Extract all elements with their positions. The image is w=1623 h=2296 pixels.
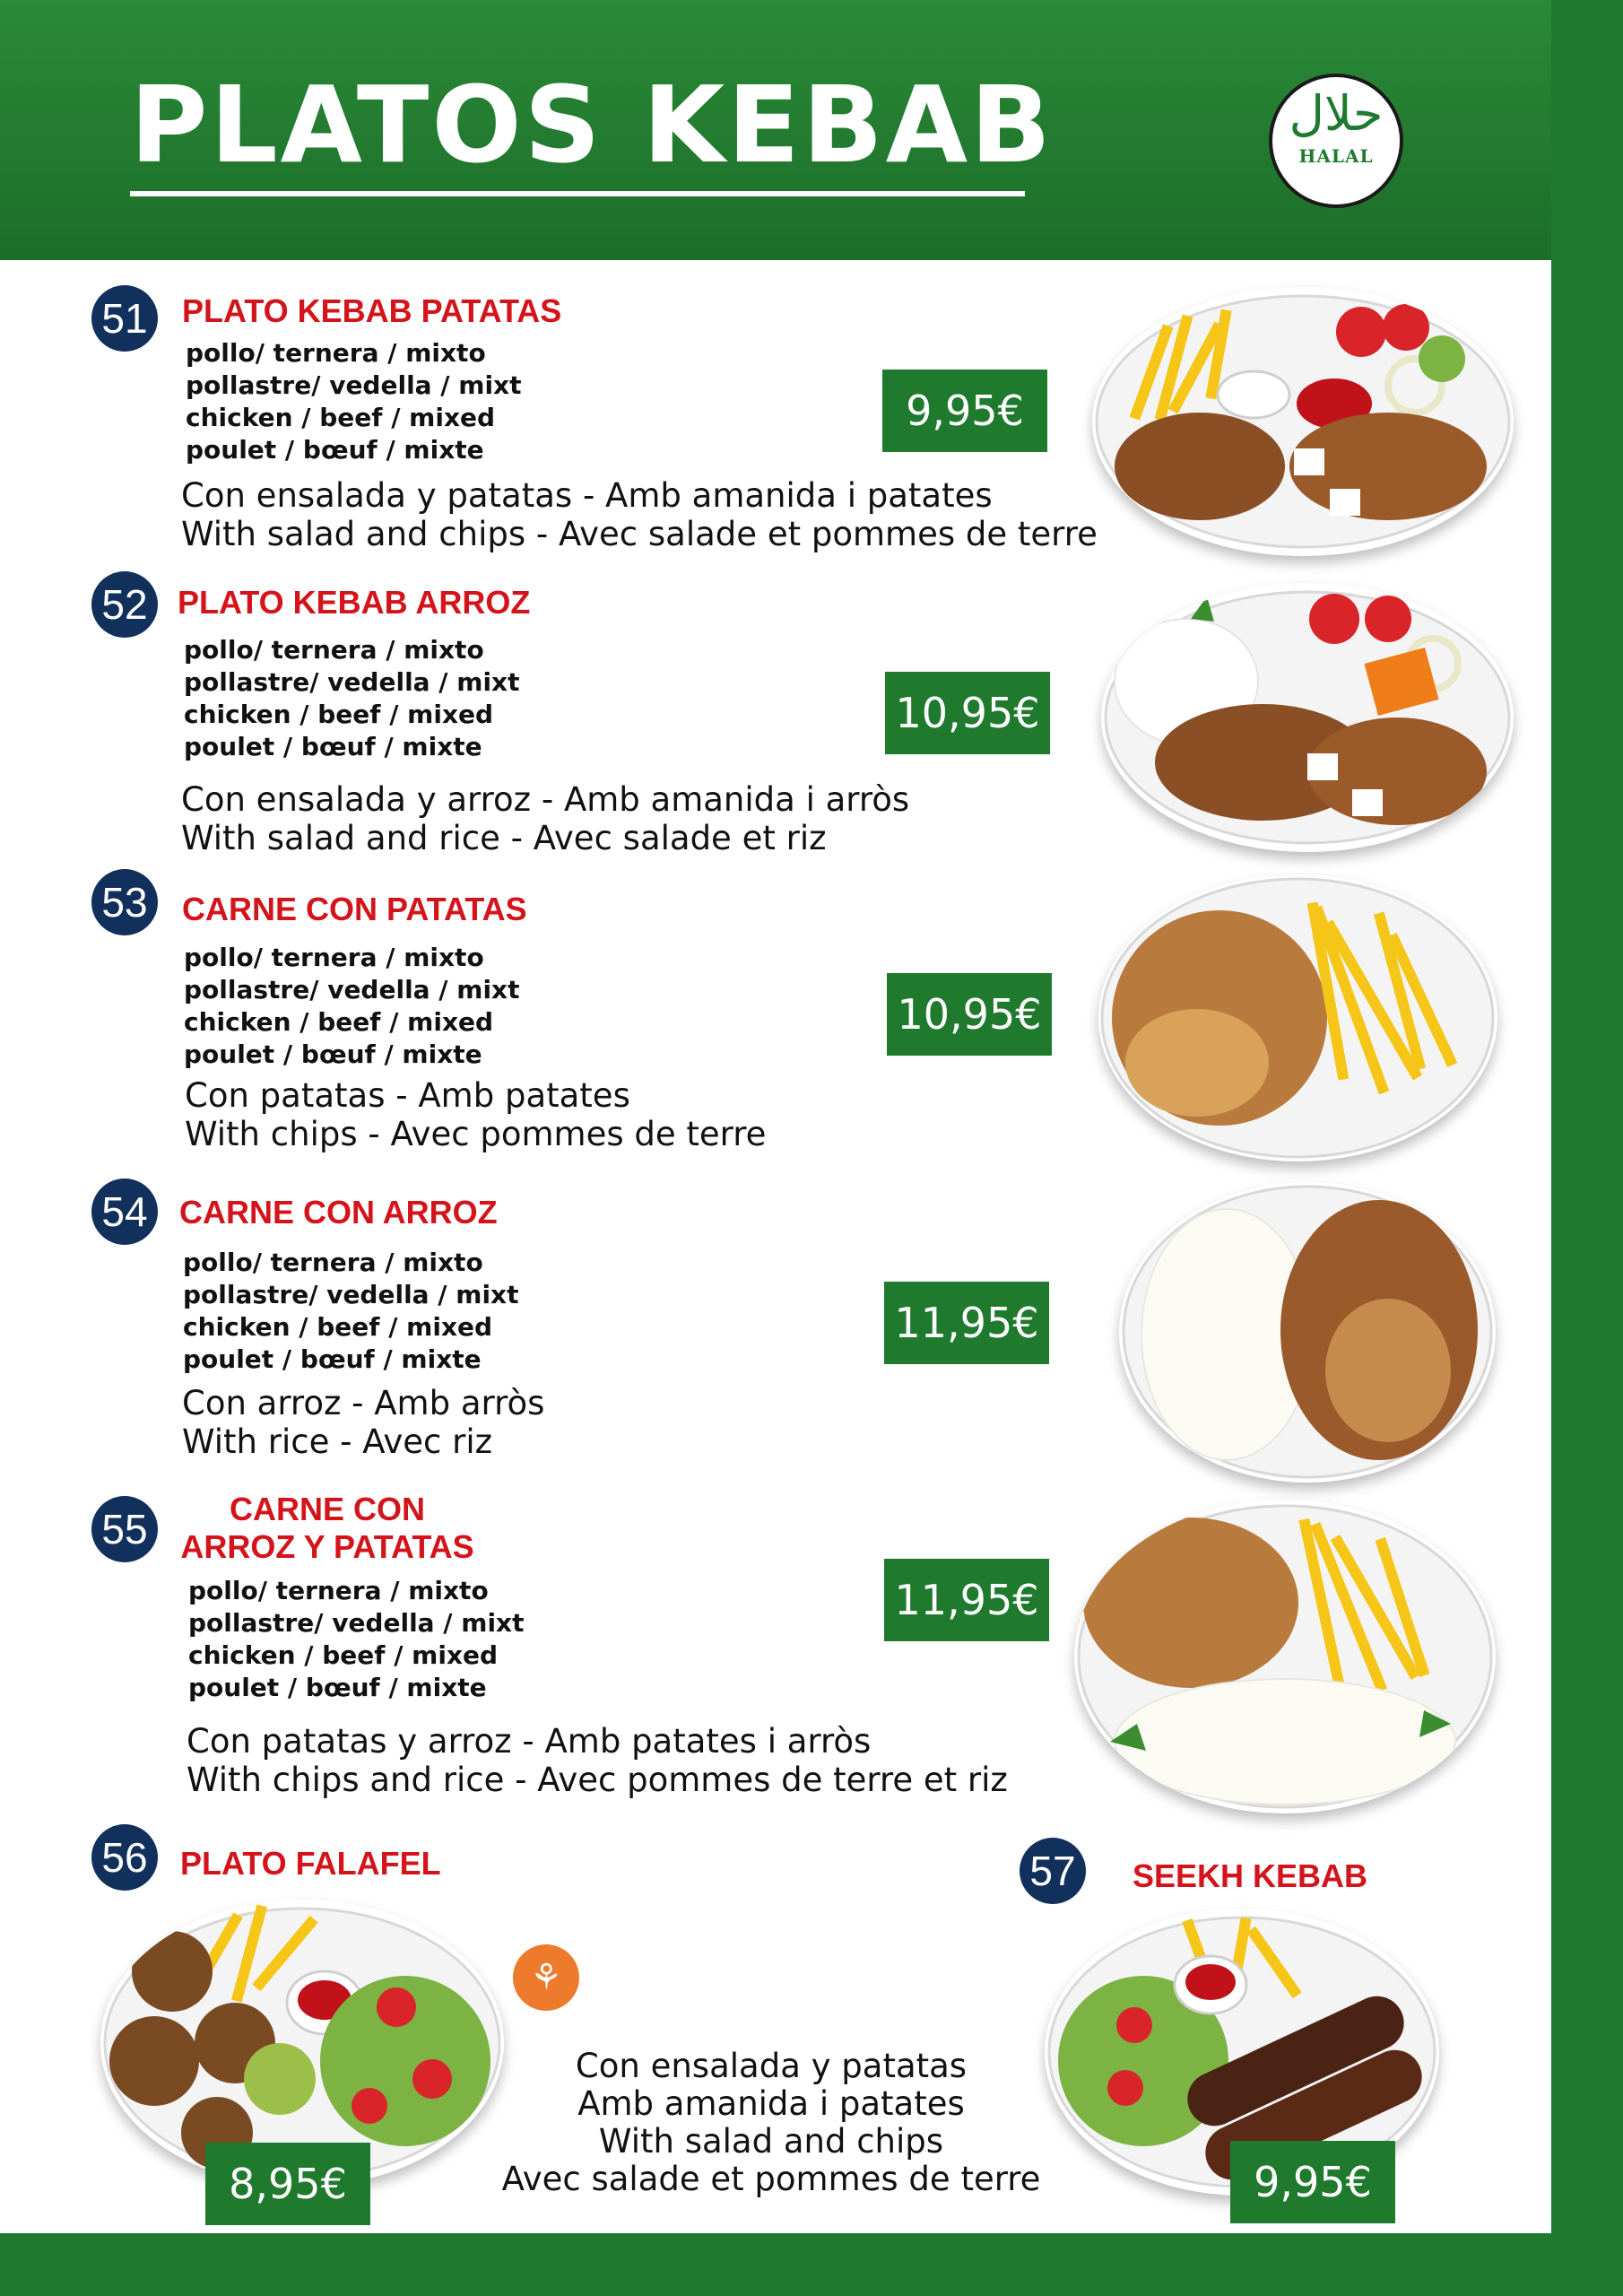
page-title: PLATOS KEBAB (130, 63, 1054, 187)
description-line: Con patatas - Amb patates (185, 1076, 630, 1115)
dish-photo (1098, 874, 1497, 1161)
description-line: With salad and chips (598, 2122, 944, 2161)
description-line: With chips and rice - Avec pommes de terre et riz (187, 1761, 1008, 1799)
variant-line: poulet / bœuf / mixte (183, 1344, 482, 1374)
variant-line: chicken / beef / mixed (184, 1007, 494, 1037)
item-number-badge: 52 (91, 571, 158, 638)
price-tag: 11,95€ (884, 1559, 1049, 1641)
description-line: Con ensalada y patatas - Amb amanida i patates (181, 476, 993, 515)
description-line: Con arroz - Amb arròs (182, 1384, 545, 1422)
title-underline (130, 191, 1025, 196)
halal-latin-text: HALAL (1298, 145, 1374, 167)
variant-line: pollastre/ vedella / mixt (184, 667, 520, 697)
variant-line: pollo/ ternera / mixto (184, 635, 484, 665)
description-line: Avec salade et pommes de terre (501, 2160, 1041, 2198)
variant-line: pollo/ ternera / mixto (188, 1576, 489, 1605)
item-number-badge: 55 (91, 1496, 158, 1562)
dish-photo (1101, 583, 1514, 852)
variant-line: chicken / beef / mixed (188, 1640, 499, 1670)
item-name-line: ARROZ Y PATATAS (180, 1528, 474, 1565)
item-number-badge: 53 (91, 869, 158, 935)
item-number-badge: 56 (91, 1824, 158, 1891)
item-description (181, 780, 909, 857)
item-name (179, 1491, 475, 1566)
variant-line: pollastre/ vedella / mixt (184, 975, 520, 1004)
item-description (181, 476, 1098, 553)
variant-line: poulet / bœuf / mixte (188, 1673, 487, 1702)
description-line: With salad and chips - Avec salade et pommes de terre (181, 515, 1098, 553)
description-line: Con patatas y arroz - Amb patates i arròs (187, 1722, 872, 1761)
variant-line: pollo/ ternera / mixto (186, 338, 486, 368)
description-line: With salad and rice - Avec salade et riz (181, 819, 827, 857)
item-number-badge: 57 (1020, 1838, 1086, 1904)
wheat-icon: ⚘ (513, 1944, 579, 2011)
halal-arabic-text: حلال (1289, 85, 1384, 142)
item-description (187, 1722, 1008, 1799)
price-tag: 8,95€ (205, 2143, 370, 2225)
item-number-badge: 54 (91, 1178, 158, 1245)
item-name: CARNE CON PATATAS (182, 891, 527, 927)
variant-line: pollo/ ternera / mixto (184, 943, 484, 972)
item-variants (184, 634, 520, 763)
item-variants (184, 942, 520, 1071)
item-name: SEEKH KEBAB (1133, 1857, 1368, 1894)
price-tag: 9,95€ (1230, 2141, 1395, 2223)
dish-photo (1092, 287, 1514, 556)
variant-line: chicken / beef / mixed (186, 403, 496, 432)
description-line: Amb amanida i patates (577, 2084, 965, 2123)
item-name: PLATO KEBAB ARROZ (178, 584, 531, 621)
dish-photo (1119, 1182, 1496, 1483)
variant-line: poulet / bœuf / mixte (186, 435, 484, 465)
price-tag: 10,95€ (885, 672, 1050, 754)
bottom-border (0, 2233, 1623, 2296)
price-tag: 9,95€ (882, 370, 1047, 452)
item-number-badge: 51 (91, 285, 158, 352)
variant-line: chicken / beef / mixed (183, 1312, 493, 1342)
variant-line: pollo/ ternera / mixto (183, 1248, 483, 1277)
price-tag: 11,95€ (884, 1282, 1049, 1364)
item-description (182, 1384, 544, 1461)
header-banner (0, 0, 1551, 260)
item-variants (186, 337, 522, 466)
halal-badge (1269, 74, 1403, 208)
item-name: PLATO FALAFEL (180, 1845, 441, 1882)
variant-line: chicken / beef / mixed (184, 700, 494, 729)
variant-line: poulet / bœuf / mixte (184, 1039, 482, 1069)
variant-line: poulet / bœuf / mixte (184, 732, 482, 761)
item-name: PLATO KEBAB PATATAS (182, 292, 562, 329)
dish-photo (1074, 1500, 1496, 1813)
item-name-line: CARNE CON (229, 1491, 425, 1527)
shared-description (484, 2048, 1058, 2198)
description-line: Con ensalada y patatas (575, 2047, 968, 2085)
price-tag: 10,95€ (887, 973, 1052, 1056)
item-description (185, 1076, 766, 1153)
variant-line: pollastre/ vedella / mixt (188, 1608, 525, 1638)
description-line: With chips - Avec pommes de terre (185, 1115, 767, 1153)
item-variants (183, 1247, 519, 1376)
item-name: CARNE CON ARROZ (179, 1194, 498, 1231)
item-variants (188, 1575, 525, 1704)
description-line: With rice - Avec riz (182, 1422, 493, 1461)
description-line: Con ensalada y arroz - Amb amanida i arròs (181, 780, 910, 819)
variant-line: pollastre/ vedella / mixt (186, 370, 522, 400)
variant-line: pollastre/ vedella / mixt (183, 1280, 519, 1309)
right-border (1551, 0, 1623, 2296)
